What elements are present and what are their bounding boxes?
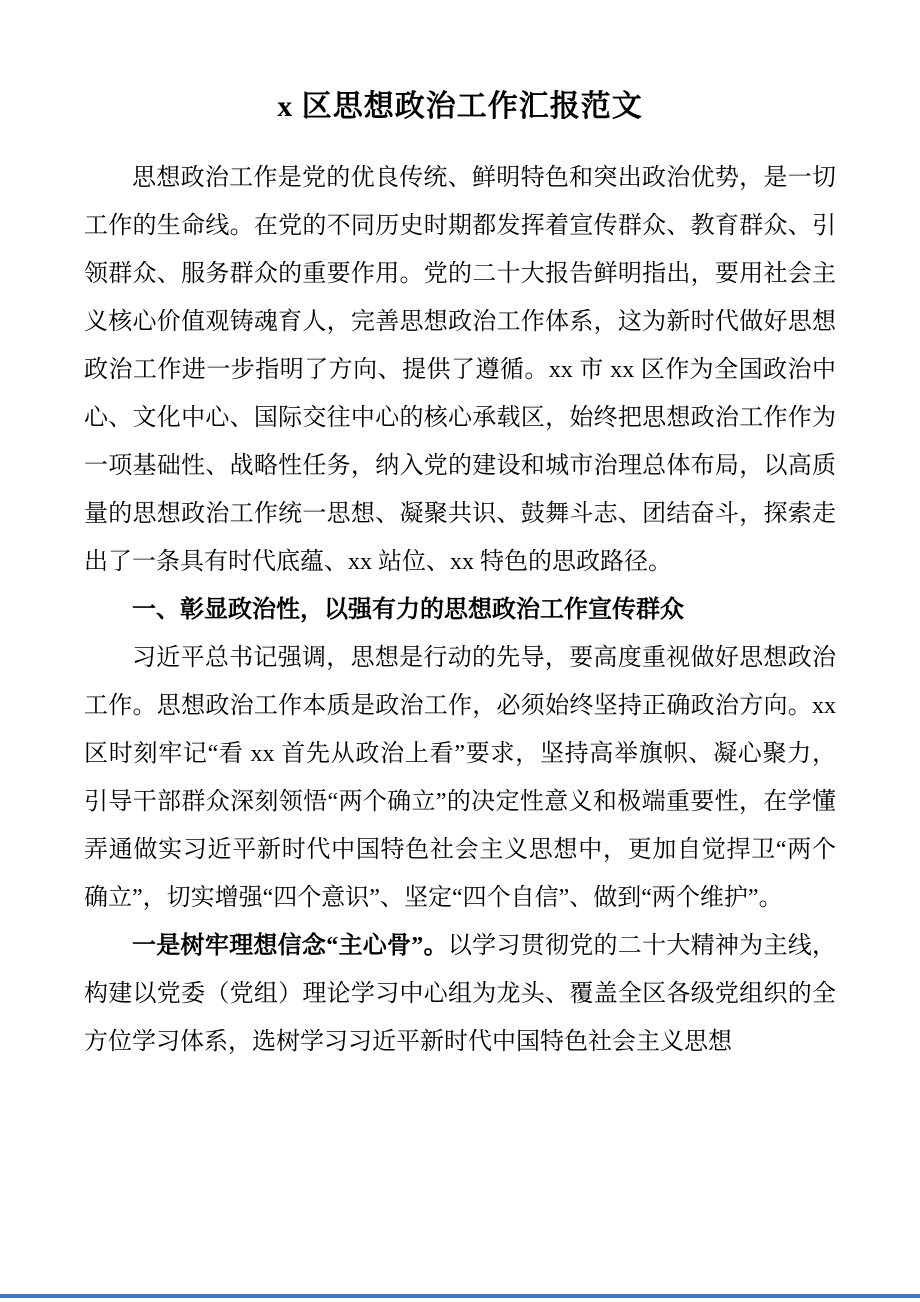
document-title: x 区思想政治工作汇报范文 — [277, 90, 643, 123]
paragraph-point1 — [84, 922, 836, 1066]
section-heading-1: 一、彰显政治性，以强有力的思想政治工作宣传群众 — [132, 597, 684, 623]
point1-lead-bold: 一是树牢理想信念“主心骨”。 — [132, 933, 448, 959]
paragraph-section1: 习近平总书记强调，思想是行动的先导，要高度重视做好思想政治工作。思想政治工作本质是政治工作，必须始终坚持正确政治方向。xx 区时刻牢记“看 xx 首先从政治上看”要求，坚持高举旗帜、凝心聚力，引导干部群众深刻领悟“两个确立”的决定性意义和极端重要性，在学懂弄通做实习近平新时代中国特色社会主义思想中，更加自觉捍卫“两个确立”，切实增强“四个意识”、坚定“四个自信”、做到“两个维护”。 — [84, 645, 836, 911]
page-bottom-border — [0, 1294, 920, 1298]
point1-body-text: 以学习贯彻党的二十大精神为主线，构建以党委（党组）理论学习中心组为龙头、覆盖全区各级党组织的全方位学习体系，选树学习习近平新时代中国特色社会主义思想 — [84, 933, 837, 1055]
paragraph-intro: 思想政治工作是党的优良传统、鲜明特色和突出政治优势，是一切工作的生命线。在党的不同历史时期都发挥着宣传群众、教育群众、引领群众、服务群众的重要作用。党的二十大报告鲜明指出，要用社会主义核心价值观铸魂育人，完善思想政治工作体系，这为新时代做好思想政治工作进一步指明了方向、提供了遵循。xx 市 xx 区作为全国政治中心、文化中心、国际交往中心的核心承载区，始终把思想政治工作作为一项基础性、战略性任务，纳入党的建设和城市治理总体布局，以高质量的思想政治工作统一思想、凝聚共识、鼓舞斗志、团结奋斗，探索走出了一条具有时代底蕴、xx 站位、xx 特色的思政路径。 — [84, 165, 836, 575]
